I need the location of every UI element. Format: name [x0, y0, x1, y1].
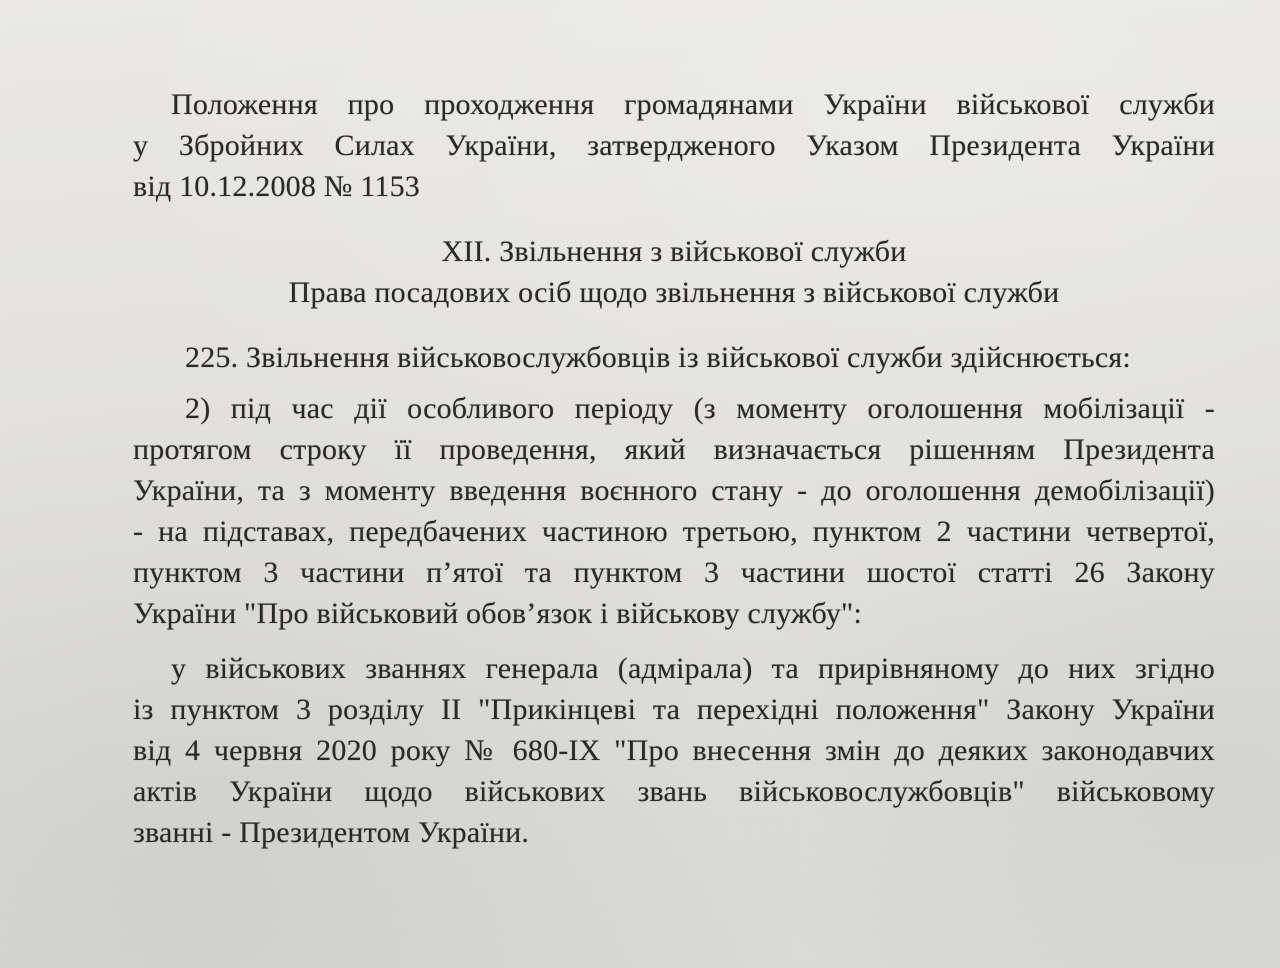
paragraph-regulation-reference — [133, 84, 1215, 207]
text-line: України, та з моменту введення воєнного стану - до оголошення демобілізації) — [133, 474, 1215, 507]
text-line: Права посадових осіб щодо звільнення з військової служби — [288, 276, 1060, 309]
document-text-block — [133, 84, 1215, 867]
text-line: України "Про військовий обов’язок і військову службу": — [133, 597, 862, 630]
text-line: у Збройних Силах України, затвердженого Указом Президента України — [133, 129, 1215, 162]
paragraph-general-ranks — [133, 648, 1215, 853]
text-line: від 4 червня 2020 року № 680-IX "Про внесення змін до деяких законодавчих — [133, 734, 1215, 767]
text-line: актів України щодо військових звань військовослужбовців" військовому — [133, 775, 1215, 808]
section-heading — [133, 231, 1215, 313]
text-line: - на підставах, передбачених частиною третьою, пунктом 2 частини четвертої, — [133, 515, 1215, 548]
clause-225 — [133, 337, 1215, 378]
text-line: званні - Президентом України. — [133, 816, 530, 849]
text-line: у військових званнях генерала (адмірала) та прирівняному до них згідно — [171, 652, 1215, 685]
text-line: Положення про проходження громадянами України військової служби — [171, 88, 1215, 121]
clause-2-special-period — [133, 388, 1215, 634]
text-line: XII. Звільнення з військової служби — [441, 235, 907, 268]
text-line: 225. Звільнення військовослужбовців із військової служби здійснюється: — [185, 341, 1131, 374]
text-line: із пунктом 3 розділу II "Прикінцеві та перехідні положення" Закону України — [133, 693, 1215, 726]
text-line: від 10.12.2008 № 1153 — [133, 170, 420, 203]
text-line: 2) під час дії особливого періоду (з моменту оголошення мобілізації - — [185, 392, 1215, 425]
text-line: пунктом 3 частини п’ятої та пунктом 3 частини шостої статті 26 Закону — [133, 556, 1215, 589]
text-line: протягом строку її проведення, який визначається рішенням Президента — [133, 433, 1215, 466]
